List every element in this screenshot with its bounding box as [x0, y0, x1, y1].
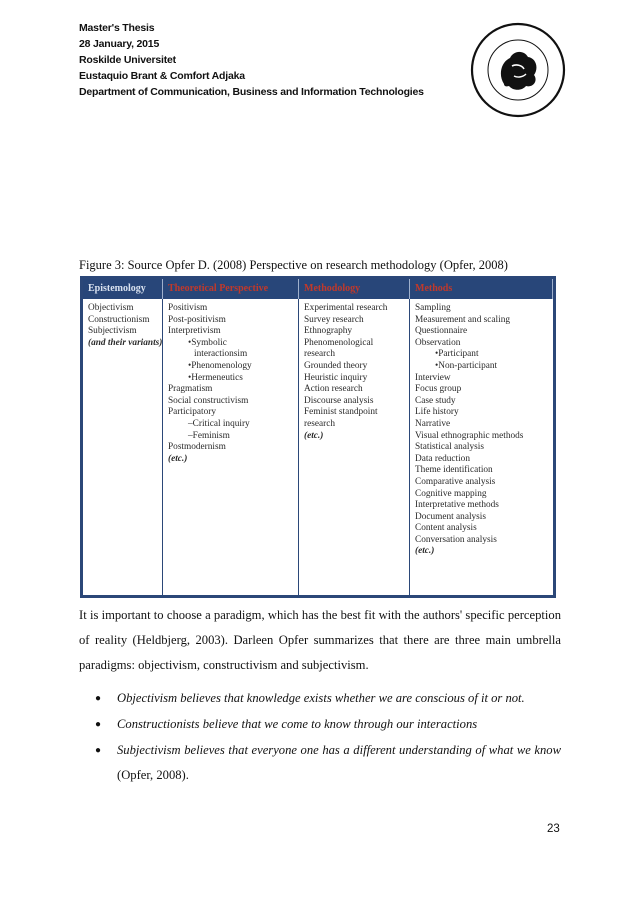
cell-item: Action research [304, 384, 363, 395]
cell-item: Interpretative methods [415, 500, 499, 511]
bullet-text [117, 738, 561, 788]
department: Department of Communication, Business and Information Technologies [79, 86, 424, 98]
methodology-figure [80, 276, 556, 598]
cell-item: Ethnography [304, 326, 353, 337]
cell-item: (and their variants) [88, 337, 163, 348]
cell-item: •Phenomenology [188, 360, 252, 371]
cell-item: Statistical analysis [415, 442, 484, 453]
cell-item: •Participant [435, 349, 479, 360]
cell-item: Heuristic inquiry [304, 372, 368, 383]
cell-item: Interpretivism [168, 326, 221, 337]
cell-item: Grounded theory [304, 360, 368, 371]
university-seal-logo [468, 20, 568, 120]
cell-item: Objectivism [88, 303, 134, 313]
cell-item: Questionnaire [415, 326, 468, 337]
thesis-type: Master's Thesis [79, 22, 155, 34]
cell-item: Interview [415, 372, 451, 383]
cell-item: Sampling [415, 303, 451, 313]
column-methods [410, 299, 553, 595]
cell-item: Cognitive mapping [415, 488, 487, 499]
authors: Eustaquio Brant & Comfort Adjaka [79, 70, 245, 82]
citation: (Opfer, 2008). [117, 768, 189, 782]
university-name: Roskilde Universitet [79, 54, 176, 66]
cell-item: Comparative analysis [415, 476, 496, 487]
bullet-list [95, 686, 561, 789]
page-number: 23 [547, 823, 560, 835]
bullet-text: Objectivism believes that knowledge exists whether we are conscious of it or not. [117, 691, 525, 705]
cell-item: Constructionism [88, 314, 150, 325]
list-item [95, 712, 561, 737]
cell-item: Postmodernism [168, 442, 226, 453]
cell-item: Pragmatism [168, 384, 213, 395]
column-methodology [299, 299, 410, 595]
cell-item: Feminist standpoint [304, 407, 378, 418]
header-epistemology: Epistemology [83, 279, 163, 299]
cell-item: Conversation analysis [415, 534, 497, 545]
bullet-icon: ● [95, 693, 102, 704]
bullet-icon: ● [95, 745, 102, 756]
list-item [95, 686, 561, 711]
cell-item: Survey research [304, 314, 364, 325]
cell-item: Data reduction [415, 453, 470, 464]
cell-item: (etc.) [168, 453, 188, 464]
cell-item: Discourse analysis [304, 395, 374, 406]
cell-item: Visual ethnographic methods [415, 430, 524, 441]
header-methods: Methods [410, 279, 553, 299]
bullet-text-main: Subjectivism believes that everyone one has a different understanding of what we know [117, 743, 561, 757]
column-theoretical-perspective [163, 299, 299, 595]
cell-item: Theme identification [415, 465, 493, 476]
cell-item: •Hermeneutics [188, 372, 243, 383]
cell-item: interactionsim [194, 349, 248, 360]
cell-item: research [304, 418, 335, 429]
cell-item: Participatory [168, 407, 217, 418]
cell-item: Narrative [415, 418, 451, 429]
bullet-icon: ● [95, 719, 102, 730]
cell-item: Subjectivism [88, 326, 137, 337]
cell-item: Case study [415, 395, 456, 406]
cell-item: (etc.) [415, 546, 435, 557]
cell-item: Measurement and scaling [415, 314, 511, 325]
page-header [79, 20, 424, 100]
cell-item: Social constructivism [168, 395, 249, 406]
bullet-text: Constructionists believe that we come to know through our interactions [117, 717, 478, 731]
cell-item: Document analysis [415, 511, 487, 522]
cell-item: •Non-participant [435, 360, 498, 371]
list-item [95, 738, 561, 788]
cell-item: Observation [415, 337, 461, 348]
cell-item: Life history [415, 407, 459, 418]
cell-item: –Feminism [188, 430, 230, 441]
cell-item: Positivism [168, 303, 208, 313]
column-epistemology [83, 299, 163, 595]
cell-item: Phenomenological [304, 337, 374, 348]
cell-item: Content analysis [415, 523, 477, 534]
body-paragraph: It is important to choose a paradigm, which has the best fit with the authors' specific perception of reality (Heldbjerg, 2003). Darleen Opfer summarizes that there are three main umbrella paradigms: objectivism, constructivism and subjectivism. [79, 608, 561, 672]
cell-item: research [304, 349, 335, 360]
methodology-table [83, 279, 553, 595]
header-theoretical-perspective: Theoretical Perspective [163, 279, 299, 299]
cell-item: Post-positivism [168, 314, 226, 325]
header-methodology: Methodology [299, 279, 410, 299]
cell-item: Experimental research [304, 303, 388, 313]
cell-item: –Critical inquiry [188, 418, 250, 429]
thesis-date: 28 January, 2015 [79, 38, 160, 50]
cell-item: •Symbolic [188, 337, 227, 348]
cell-item: (etc.) [304, 430, 324, 441]
cell-item: Focus group [415, 384, 462, 395]
figure-caption: Figure 3: Source Opfer D. (2008) Perspective on research methodology (Opfer, 2008) [79, 258, 508, 272]
